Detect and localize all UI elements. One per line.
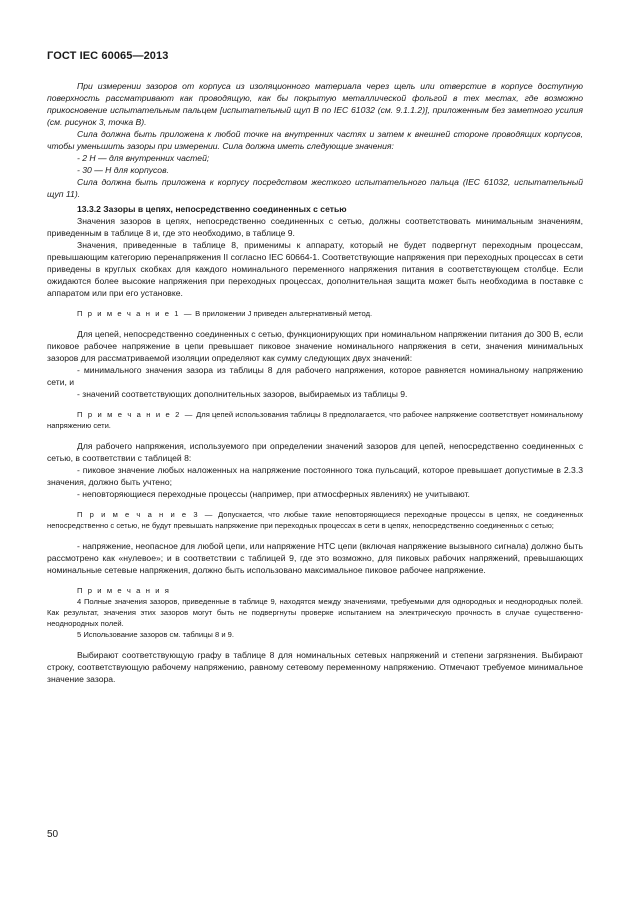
list-item: - пиковое значение любых наложенных на напряжение постоянного тока пульсаций, которое превышает допустимые в 2.3.3 значения, должно быть учтено; [47,465,583,487]
paragraph: Сила должна быть приложена к корпусу посредством жесткого испытательного пальца (IEC 61032, испытательный щуп 11). [47,177,583,199]
standard-header: ГОСТ IEC 60065—2013 [47,50,169,62]
list-item: - значений соответствующих дополнительных зазоров, выбираемых из таблицы 9. [77,389,408,399]
list-item: - неповторяющиеся переходные процессы (например, при атмосферных явлениях) не учитывают. [77,489,470,499]
list-item: - 2 Н — для внутренних частей; [77,153,210,163]
page-number: 50 [47,829,59,840]
note-text: Допускается, что любые такие неповторяющиеся переходные процессы в цепях, не соединенных непосредственно с сетью, не будут превышать напряжение при переходных процессах в сети в цепях, непосредственно соединенных с сетью; [47,510,583,530]
list-item: - напряжение, неопасное для любой цепи, или напряжение НТС цепи (включая напряжение вызывного сигнала) должно быть рассмотрено как «нулевое»; и в соответствии с таблицей 9, где это возможно, для пиковых рабочих напряжений, превышающих номинальные сетевые напряжения, должно быть использовано максимальное пиковое рабочее напряжение. [47,541,583,575]
note-label: П р и м е ч а н и е 1 — [77,309,194,318]
page-body [47,80,583,685]
note-text: В приложении J приведен альтернативный метод. [195,309,373,318]
note-label: П р и м е ч а н и е 2 — [77,410,194,419]
section-heading: 13.3.2 Зазоры в цепях, непосредственно соединенных с сетью [77,204,347,214]
note-5: 5 Использование зазоров см. таблицы 8 и 9. [77,630,235,639]
paragraph: Значения зазоров в цепях, непосредственно соединенных с сетью, должны соответствовать минимальным значениям, приведенным в таблице 8 и, где это необходимо, в таблице 9. [47,216,583,238]
list-item: - 30 — Н для корпусов. [77,165,169,175]
paragraph: Выбирают соответствующую графу в таблице 8 для номинальных сетевых напряжений и степени загрязнения. Выбирают строку, соответствующую рабочему напряжению, равному сетевому переменному напряжению. Отмечают требуемое минимальное значение зазора. [47,650,583,684]
notes-group-title: П р и м е ч а н и я [77,586,171,595]
note-4: 4 Полные значения зазоров, приведенные в таблице 9, находятся между значениями, требуемыми для однородных и неоднородных полей. Как результат, значения этих зазоров могут быть не подвергнуты проверке испытанием на электрическую прочность в случае существенно-неоднородных полей. [47,597,583,628]
note-3 [47,509,583,531]
note-1 [47,308,583,319]
paragraph: Сила должна быть приложена к любой точке на внутренних частях и затем к внешней стороне проводящих корпусов, чтобы уменьшить зазоры при измерении. Сила должна иметь следующие значения: [47,129,583,151]
paragraph: При измерении зазоров от корпуса из изоляционного материала через щель или отверстие в корпусе доступную поверхность рассматривают как проводящую, как бы покрытую металлической фольгой в тех местах, где возможно прикосновение испытательным пальцем [испытательный щуп В по IEC 61032 (см. 9.1.1.2)], приложенным без заметного усилия (см. рисунок 3, точка В). [47,81,583,127]
list-item: - минимального значения зазора из таблицы 8 для рабочего напряжения, которое равняется номинальному напряжению сети, и [47,365,583,387]
paragraph: Для цепей, непосредственно соединенных с сетью, функционирующих при номинальном напряжении питания до 300 В, если пиковое рабочее напряжение в цепи превышает пиковое значение номинального напряжения в сети, значения минимальных зазоров для рассматриваемой изоляции определяют как сумму следующих двух значений: [47,329,583,363]
paragraph: Для рабочего напряжения, используемого при определении значений зазоров для цепей, непосредственно соединенных с сетью, в соответствии с таблицей 8: [47,441,583,463]
note-text: Для цепей использования таблицы 8 предполагается, что рабочее напряжение соответствует номинальному напряжению сети. [47,410,583,430]
note-label: П р и м е ч а н и е 3 — [77,510,214,519]
paragraph: Значения, приведенные в таблице 8, применимы к аппарату, который не будет подвергнут переходным процессам, превышающим категорию перенапряжения II согласно IEC 60664-1. Соответствующие напряжения при переходных процессах в сети приведены в круглых скобках для каждого номинального переменного напряжения питания в соответствующем столбце. Если ожидаются более высокие напряжения при переходных процессах, дополнительная защита может быть необходима в поставке с аппаратом или при его установке. [47,240,583,298]
note-2 [47,409,583,431]
